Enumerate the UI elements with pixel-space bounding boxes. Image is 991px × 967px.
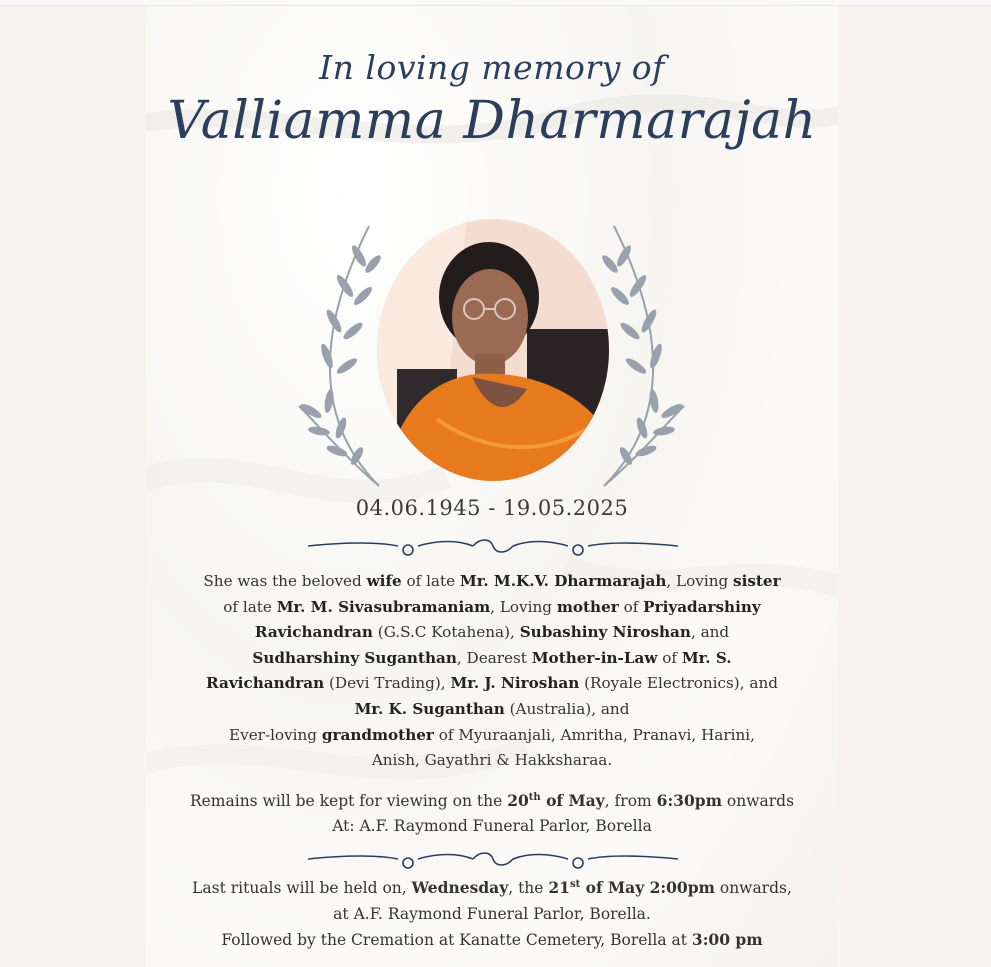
title-line: In loving memory of [319,48,665,87]
right-margin [838,6,991,967]
ornament-divider-top [308,534,678,558]
viewing-info: Remains will be kept for viewing on the 20th of May, from 6:30pm onwards At: A.F. Raymond Funeral Parlor, Borella [189,791,795,835]
viewing-location: At: A.F. Raymond Funeral Parlor, Borella [332,817,652,835]
memorial-card [146,6,838,967]
ornament-divider-bottom [308,847,678,871]
obituary-text: She was the beloved wife of late Mr. M.K.V. Dharmarajah, Loving sister of late Mr. M. Sivasubramaniam, Loving mother of Priyadarshiny Ravichandran (G.S.C Kotahena), Subashiny Niroshan, and Sudharshiny Suganthan, Dearest Mother-in-Law of Mr. S. Ravichandran (Devi Trading), Mr. J. Niroshan (Royale Electronics), and Mr. K. Suganthan (Australia), and Ever-loving grandmother of Myuraanjali, Amritha, Pranavi, Harini, Anish, Gayathri & Hakksharaa. [203,572,781,770]
life-dates: 04.06.1945 - 19.05.2025 [355,496,629,520]
last-rituals-info: Last rituals will be held on, Wednesday, the 21st of May 2:00pm onwards, at A.F. Raymond Funeral Parlor, Borella. Followed by the Cremation at Kanatte Cemetery, Borella at 3:00 pm [192,878,792,949]
deceased-name: Valliamma Dharmarajah [167,91,817,151]
left-margin [0,6,146,967]
portrait-photo [377,219,609,481]
rituals-location: at A.F. Raymond Funeral Parlor, Borella. [333,905,651,923]
